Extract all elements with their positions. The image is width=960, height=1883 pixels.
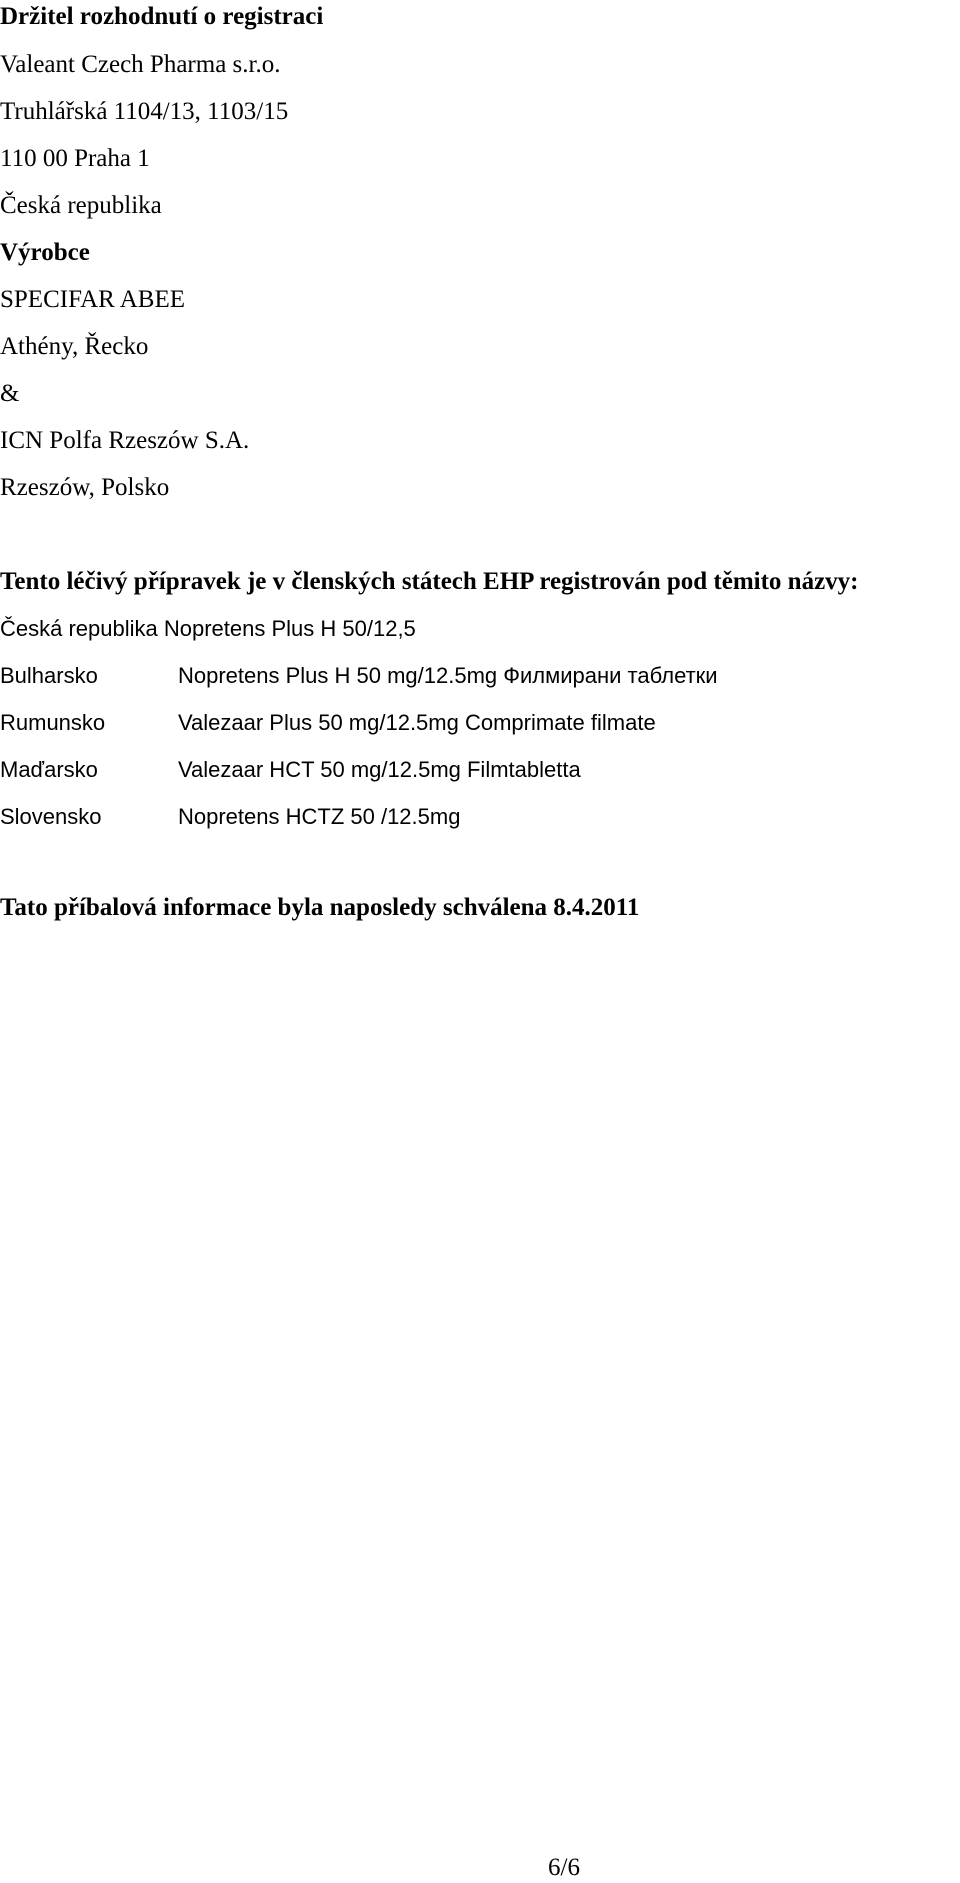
holder-line-city: 110 00 Praha 1 [0, 145, 150, 172]
manufacturer-line-5: Rzeszów, Polsko [0, 474, 170, 501]
holder-line-company: Valeant Czech Pharma s.r.o. [0, 51, 281, 78]
holder-heading: Držitel rozhodnutí o registraci [0, 3, 324, 30]
approval-statement: Tato příbalová informace byla naposledy schválena 8.4.2011 [0, 894, 640, 921]
page-number: 6/6 [548, 1854, 580, 1881]
holder-line-country: Česká republika [0, 192, 162, 219]
manufacturer-line-4: ICN Polfa Rzeszów S.A. [0, 427, 250, 454]
row-product-name: Valezaar HCT 50 mg/12.5mg Filmtabletta [178, 757, 581, 782]
row-product-name: Nopretens HCTZ 50 /12.5mg [178, 804, 461, 829]
row-product-name: Valezaar Plus 50 mg/12.5mg Comprimate filmate [178, 710, 656, 735]
row-country: Maďarsko [0, 757, 98, 782]
manufacturer-heading: Výrobce [0, 239, 90, 266]
manufacturer-line-2: Athény, Řecko [0, 333, 149, 360]
row-country: Rumunsko [0, 710, 106, 735]
eea-intro: Česká republika Nopretens Plus H 50/12,5 [0, 616, 416, 641]
manufacturer-line-3: & [0, 380, 20, 407]
row-product-name: Nopretens Plus H 50 mg/12.5mg Филмирани таблетки [178, 663, 718, 688]
row-country: Slovensko [0, 804, 102, 829]
eea-heading: Tento léčivý přípravek je v členských státech EHP registrován pod těmito názvy: [0, 568, 859, 595]
row-country: Bulharsko [0, 663, 98, 688]
holder-line-street: Truhlářská 1104/13, 1103/15 [0, 98, 289, 125]
manufacturer-line-1: SPECIFAR ABEE [0, 286, 185, 313]
